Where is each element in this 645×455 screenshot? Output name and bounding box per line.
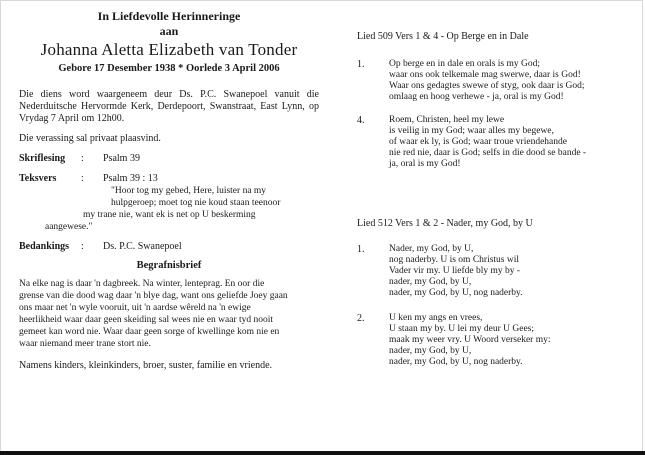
text-verse-value: Psalm 39 : 13: [103, 173, 158, 184]
header-line-1: In Liefdevolle Herinneringe: [97, 9, 241, 23]
scripture-value: Psalm 39: [103, 153, 140, 164]
verse-line: Op berge en in dale en orals is my God;: [389, 59, 540, 69]
verse-line: omlaag en hoog verhewe - ja, oral is my God!: [389, 92, 564, 102]
thanks-value: Ds. P.C. Swanepoel: [103, 241, 182, 252]
verse-line: of waar ek ly, is God; waar troue vriendehande: [389, 137, 567, 147]
song-verse: [357, 313, 642, 368]
header-line-2: aan: [159, 24, 179, 38]
scripture-row: [19, 153, 319, 165]
verse-line: nader, my God, by U, nog naderby.: [389, 288, 523, 298]
text-verse-row: [19, 173, 319, 185]
verse-line: U staan my by. U lei my deur U Gees;: [389, 324, 535, 334]
song-title: Lied 512 Vers 1 & 2 - Nader, my God, by U: [357, 218, 533, 229]
verse-number: 1.: [357, 59, 365, 70]
right-column: [357, 31, 642, 368]
verse-number: 1.: [357, 244, 365, 255]
text-verse-colon: :: [81, 173, 84, 184]
deceased-name: Johanna Aletta Elizabeth van Tonder: [40, 40, 298, 59]
verse-number: 2.: [357, 313, 365, 324]
verse-line: maak my weer vry. U Woord verseker my:: [389, 335, 551, 345]
letter-line: ons maar net 'n wyle vooruit, uit 'n aardse wêreld na 'n ewige: [19, 303, 251, 313]
scripture-label: Skriflesing: [19, 153, 66, 164]
birth-death-dates: Gebore 17 Desember 1938 * Oorlede 3 April 2006: [58, 63, 280, 74]
verse-line: nog naderby. U is om Christus wil: [389, 255, 520, 265]
letter-line: waar niemand meer trane stort nie.: [19, 339, 151, 349]
song-block: [357, 31, 642, 170]
service-details: Die diens word waargeneem deur Ds. P.C. Swanepoel vanuit die Nederduitsche Hervormde Kerk, Derdepoort, Swanstraat, East Lynn, op Vrydag 7 April om 12h00.: [19, 89, 319, 124]
family-closing: Namens kinders, kleinkinders, broer, suster, familie en vriende.: [19, 360, 273, 371]
thanks-label: Bedankings: [19, 241, 70, 252]
scripture-colon: :: [81, 153, 84, 164]
verse-line: waar ons ook telkemale mag swerwe, daar is God!: [389, 70, 581, 80]
letter-line: gemeet kan word nie. Waar daar geen sorge of kwellinge kom nie en: [19, 327, 280, 337]
quote-line: aangewese.": [45, 222, 93, 232]
text-verse-label: Teksvers: [19, 173, 57, 184]
thanks-row: [19, 241, 319, 253]
verse-line: ja, oral is my God!: [389, 159, 461, 169]
quote-line: hulpgeroep; moet tog nie koud staan teenoor: [111, 198, 281, 208]
verse-line: is veilig in my God; waar alles my begewe,: [389, 126, 554, 136]
verse-line: nader, my God, by U,: [389, 277, 472, 287]
verse-line: nie red nie, daar is God; selfs in die dood se bande -: [389, 148, 587, 158]
verse-line: Vader vir my. U liefde bly my by -: [389, 266, 521, 276]
text-verse-quote: [19, 185, 319, 233]
song-verse: [357, 115, 642, 170]
left-column: [19, 9, 319, 372]
thanks-colon: :: [81, 241, 84, 252]
verse-number: 4.: [357, 115, 365, 126]
verse-lines: [389, 313, 550, 368]
quote-line: "Hoor tog my gebed, Here, luister na my: [111, 186, 267, 196]
song-block: [357, 218, 642, 368]
quote-line: my trane nie, want ek is net op U beskerming: [83, 210, 256, 220]
song-verse: [357, 244, 642, 299]
verse-line: Roem, Christen, heel my lewe: [389, 115, 505, 125]
verse-line: U ken my angs en vrees,: [389, 313, 483, 323]
song-title: Lied 509 Vers 1 & 4 - Op Berge en in Dale: [357, 31, 529, 42]
verse-line: Waar ons gedagtes swewe of styg, ook daar is God;: [389, 81, 585, 91]
song-verse: [357, 59, 642, 103]
verse-line: nader, my God, by U,: [389, 346, 472, 356]
letter-line: Na elke nag is daar 'n dagbreek. Na winter, lenteprag. En oor die: [19, 279, 265, 289]
funeral-letter-title: Begrafnisbrief: [136, 260, 202, 271]
letter-line: grense van die dood wag daar 'n blye dag, want ons geliefde Joey gaan: [19, 291, 288, 301]
verse-lines: [389, 244, 523, 299]
funeral-letter-body: [19, 278, 319, 350]
verse-line: Nader, my God, by U,: [389, 244, 474, 254]
verse-lines: [389, 115, 586, 170]
bottom-border: [0, 451, 645, 455]
cremation-note: Die verassing sal privaat plaasvind.: [19, 133, 161, 144]
verse-line: nader, my God, by U, nog naderby.: [389, 357, 523, 367]
verse-lines: [389, 59, 585, 103]
letter-line: heerlikheid waar daar geen skeiding sal wees nie en waar tyd nooit: [19, 315, 274, 325]
